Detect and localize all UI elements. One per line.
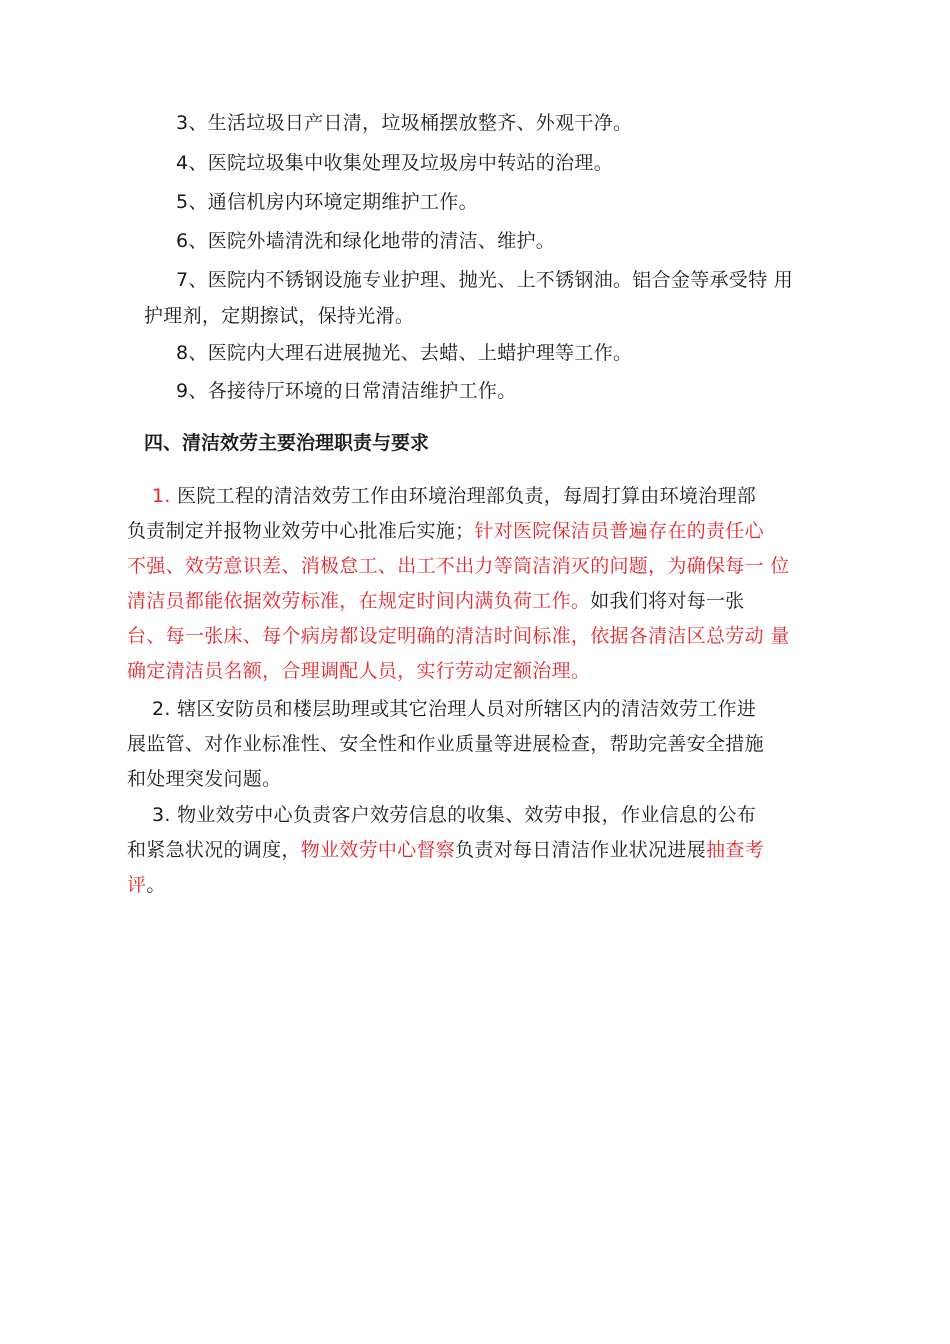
para3-line2 [127, 838, 764, 862]
list-item-6: 6、医院外墙清洗和绿化地带的清洁、维护。 [176, 230, 556, 252]
list-item-7: 7、医院内不锈钢设施专业护理、抛光、上不锈钢油。铝合金等承受特 用 [176, 269, 794, 291]
para1-line3: 不强、效劳意识差、消极怠工、出工不出力等筒洁消灭的问题，为确保每一 位 [127, 555, 790, 577]
para3-line2-red1: 物业效劳中心督察 [300, 839, 456, 861]
para3-line2-black1: 和紧急状况的调度， [127, 839, 301, 861]
list-item-3: 3、生活垃圾日产日清，垃圾桶摆放整齐、外观干净。 [176, 112, 633, 134]
para3-line3-red: 评 [127, 874, 147, 896]
para2-line2: 展监管、对作业标准性、安全性和作业质量等进展检查，帮助完善安全措施 [127, 733, 764, 755]
section-heading: 四、清洁效劳主要治理职责与要求 [144, 432, 430, 454]
list-item-4: 4、医院垃圾集中收集处理及垃圾房中转站的治理。 [176, 152, 613, 174]
para1-line2-red: 针对医院保洁员普遍存在的责任心 [474, 520, 764, 542]
para1-line2 [127, 519, 764, 543]
para3-line3 [127, 873, 166, 897]
para1-line4-red: 清洁员都能依据效劳标准，在规定时间内满负荷工作。 [127, 590, 591, 612]
list-item-7-continuation: 护理剂，定期擦试，保持光滑。 [144, 305, 415, 327]
para1-line4 [127, 589, 745, 613]
para2-line1: 2. 辖区安防员和楼层助理或其它治理人员对所辖区内的清洁效劳工作进 [152, 698, 757, 720]
para3-line2-red2: 抽查考 [706, 839, 764, 861]
list-item-8: 8、医院内大理石进展抛光、去蜡、上蜡护理等工作。 [176, 342, 633, 364]
para3-line3-black: 。 [146, 874, 166, 896]
list-item-5: 5、通信机房内环境定期维护工作。 [176, 191, 478, 213]
para3-line1: 3. 物业效劳中心负责客户效劳信息的收集、效劳申报，作业信息的公布 [152, 804, 757, 826]
para1-number: 1. [152, 485, 171, 507]
para1-line2-black: 负责制定并报物业效劳中心批准后实施； [127, 520, 475, 542]
para1-line1-text: 医院工程的清洁效劳工作由环境治理部负责，每周打算由环境治理部 [170, 485, 757, 507]
para2-line3: 和处理突发问题。 [127, 768, 282, 790]
list-item-9: 9、各接待厅环境的日常清洁维护工作。 [176, 380, 517, 402]
para1-line5: 台、每一张床、每个病房都设定明确的清洁时间标准，依据各清洁区总劳动 量 [127, 625, 790, 647]
para1-line4-black: 如我们将对每一张 [590, 590, 745, 612]
para1-line6: 确定清洁员名额，合理调配人员，实行劳动定额治理。 [127, 660, 591, 682]
para3-line2-black2: 负责对每日清洁作业状况进展 [455, 839, 707, 861]
para1-line1 [152, 484, 756, 508]
